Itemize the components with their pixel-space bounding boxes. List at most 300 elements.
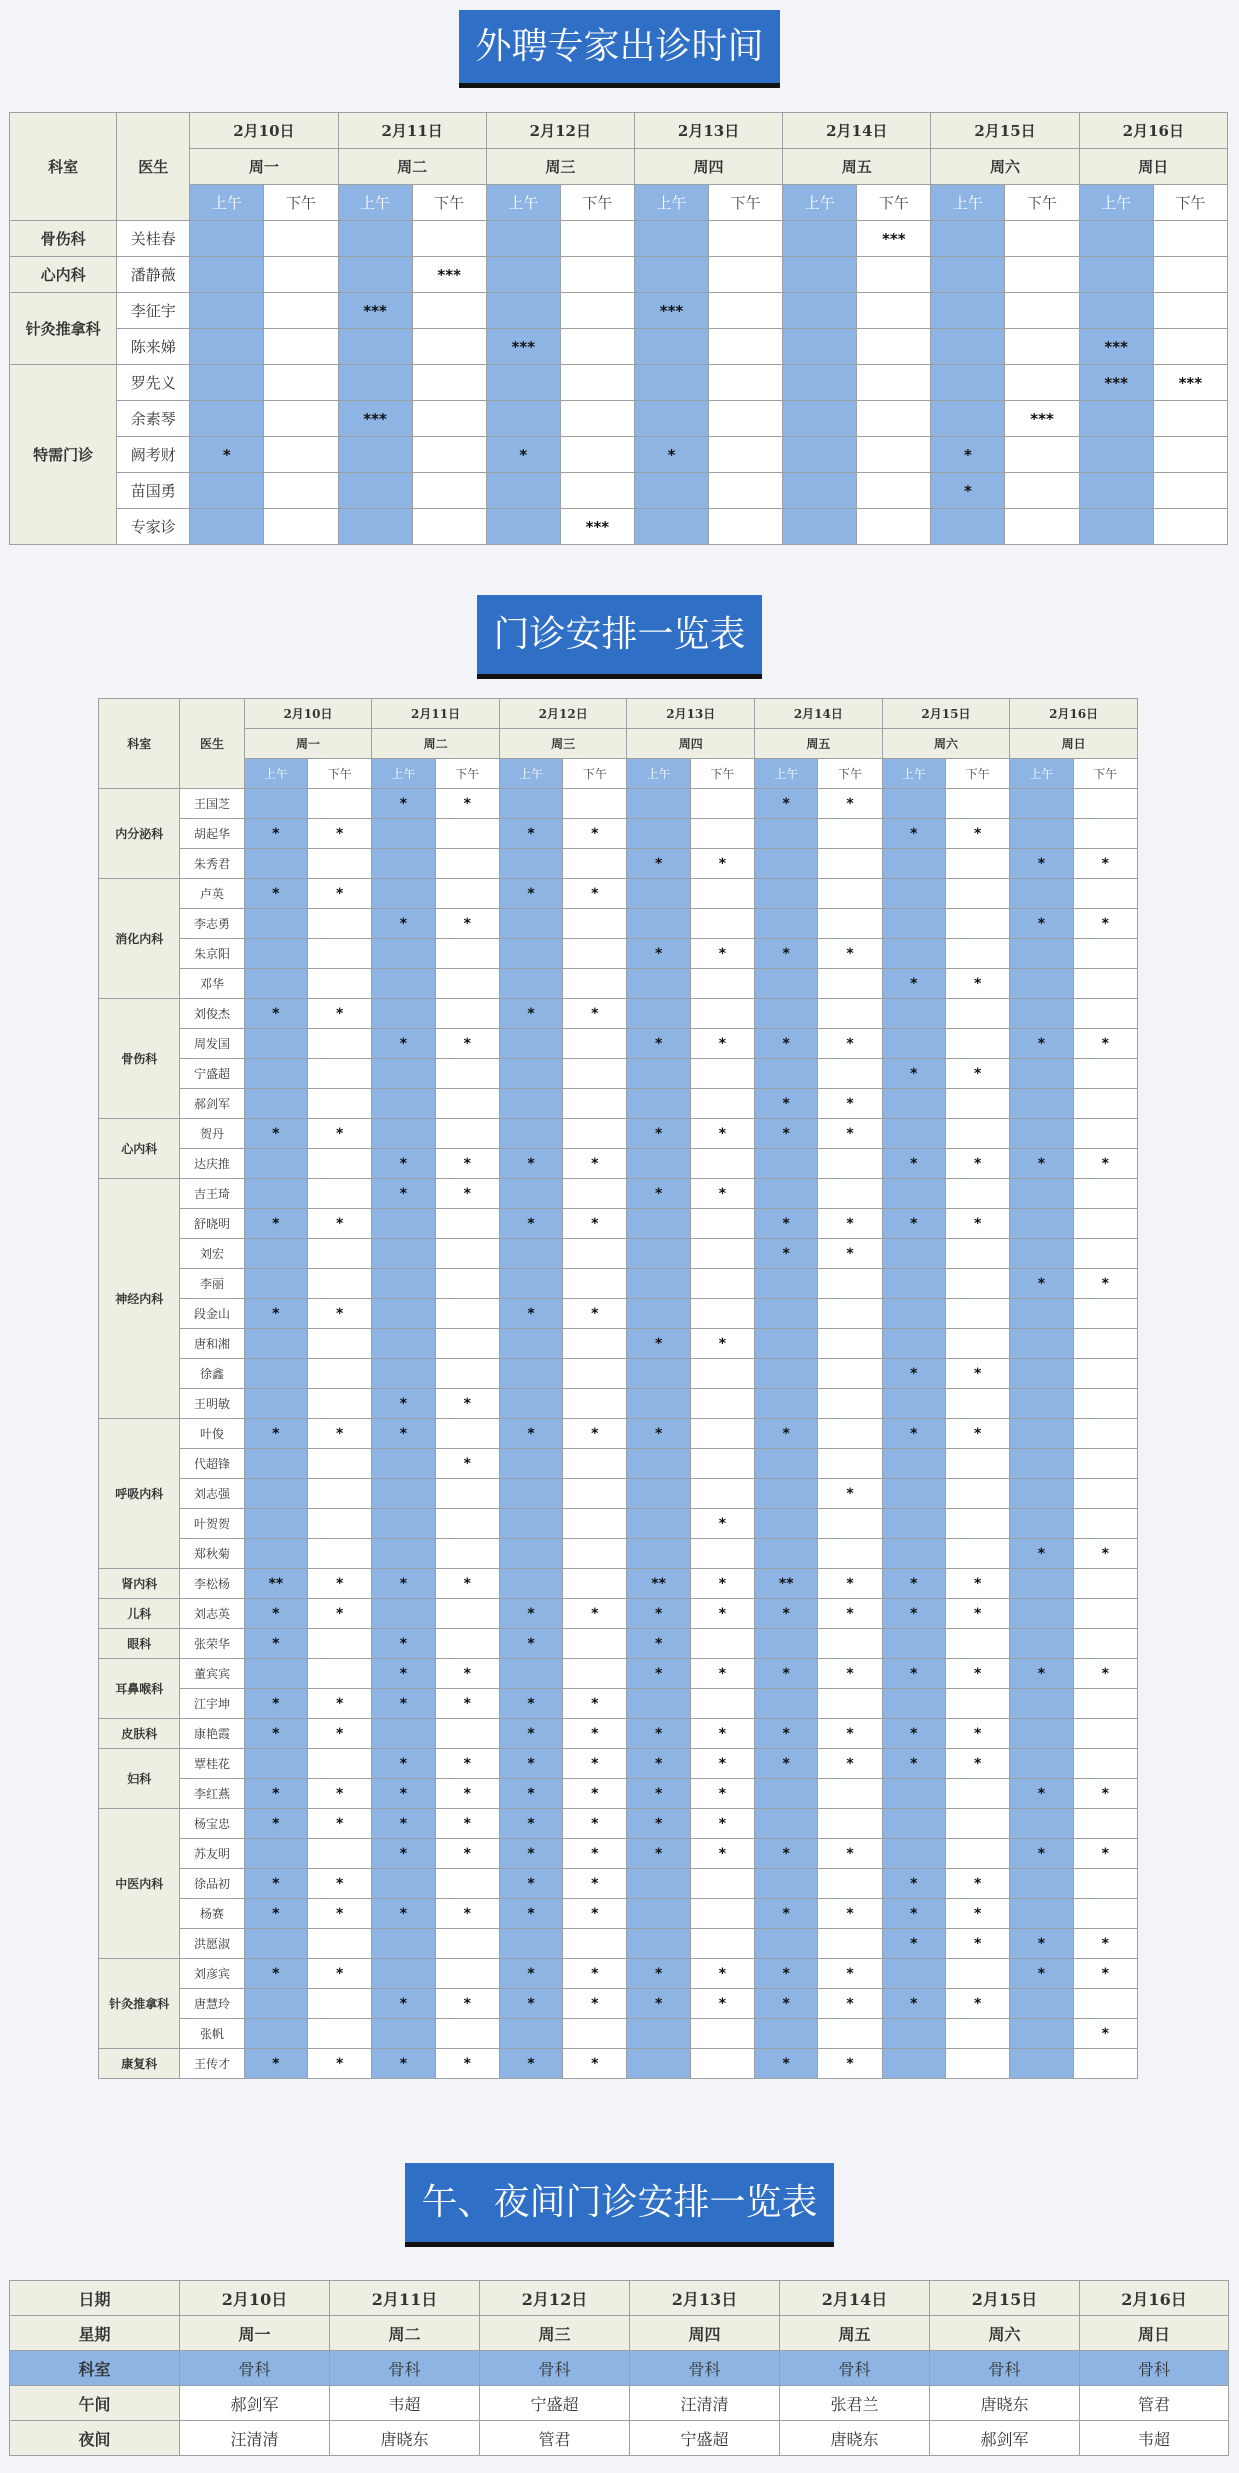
slot-cell: * — [945, 1899, 1009, 1929]
doctor-cell: 李征宇 — [117, 293, 190, 329]
slot-cell — [372, 2019, 435, 2049]
table-row — [99, 819, 1138, 849]
slot-cell — [435, 1329, 499, 1359]
slot-cell — [1079, 437, 1153, 473]
doctor-cell: 刘彦宾 — [180, 1959, 244, 1989]
slot-cell: * — [372, 1809, 435, 1839]
slot-cell — [372, 819, 435, 849]
slot-cell — [755, 1779, 818, 1809]
doctor-cell: 胡起华 — [180, 819, 244, 849]
noon-night-schedule-table — [9, 2280, 1229, 2456]
dept-header: 科室 — [99, 699, 180, 789]
slot-cell: * — [563, 1599, 627, 1629]
am-header: 上午 — [338, 185, 412, 221]
pm-header: 下午 — [1005, 185, 1079, 221]
slot-cell — [486, 401, 560, 437]
slot-cell — [244, 909, 307, 939]
slot-cell: * — [627, 1329, 690, 1359]
slot-cell: * — [244, 1599, 307, 1629]
pm-header: 下午 — [563, 759, 627, 789]
slot-cell — [945, 1959, 1009, 1989]
slot-cell — [190, 221, 264, 257]
slot-cell — [709, 329, 783, 365]
section1-title: 外聘专家出诊时间 — [459, 10, 779, 88]
slot-cell: * — [307, 1569, 371, 1599]
doctor-cell: 舒晓明 — [180, 1209, 244, 1239]
slot-cell — [945, 1269, 1009, 1299]
slot-cell — [945, 909, 1009, 939]
slot-cell — [435, 1959, 499, 1989]
slot-cell — [1010, 1419, 1073, 1449]
slot-cell — [627, 1689, 690, 1719]
slot-cell — [627, 1449, 690, 1479]
slot-cell — [755, 1449, 818, 1479]
slot-cell — [435, 1719, 499, 1749]
table-row — [99, 1419, 1138, 1449]
slot-cell — [931, 293, 1005, 329]
table-row — [99, 1899, 1138, 1929]
slot-cell — [634, 221, 708, 257]
slot-cell — [818, 1809, 882, 1839]
slot-cell: * — [1073, 1269, 1137, 1299]
slot-cell — [563, 1389, 627, 1419]
table-row — [99, 2049, 1138, 2079]
table-row — [10, 329, 1228, 365]
slot-cell — [563, 1449, 627, 1479]
slot-cell: * — [945, 1209, 1009, 1239]
slot-cell — [563, 1569, 627, 1599]
slot-cell: * — [690, 1809, 754, 1839]
slot-cell — [945, 849, 1009, 879]
slot-cell — [690, 1479, 754, 1509]
pm-header: 下午 — [1153, 185, 1227, 221]
slot-cell: * — [563, 1899, 627, 1929]
slot-cell: * — [627, 849, 690, 879]
slot-cell: * — [1010, 909, 1073, 939]
slot-cell — [627, 1239, 690, 1269]
slot-cell: * — [882, 1659, 945, 1689]
slot-cell — [783, 437, 857, 473]
slot-cell — [307, 849, 371, 879]
table-row — [99, 1989, 1138, 2019]
slot-cell — [1073, 1629, 1137, 1659]
slot-cell: * — [627, 1989, 690, 2019]
schedule-cell: 2月12日 — [480, 2281, 630, 2316]
slot-cell — [945, 1119, 1009, 1149]
slot-cell: * — [563, 2049, 627, 2079]
slot-cell: * — [499, 999, 562, 1029]
slot-cell — [857, 473, 931, 509]
doctor-cell: 叶贺贺 — [180, 1509, 244, 1539]
slot-cell — [690, 789, 754, 819]
doctor-cell: 关桂春 — [117, 221, 190, 257]
slot-cell: * — [945, 1869, 1009, 1899]
slot-cell: * — [755, 1899, 818, 1929]
slot-cell: * — [755, 2049, 818, 2079]
slot-cell — [627, 819, 690, 849]
slot-cell — [818, 849, 882, 879]
slot-cell — [372, 1959, 435, 1989]
slot-cell: * — [307, 879, 371, 909]
slot-cell — [755, 1329, 818, 1359]
slot-cell — [627, 2049, 690, 2079]
slot-cell: * — [372, 909, 435, 939]
table-row — [10, 221, 1228, 257]
slot-cell: * — [435, 1029, 499, 1059]
slot-cell — [1073, 1509, 1137, 1539]
slot-cell — [818, 999, 882, 1029]
slot-cell — [818, 909, 882, 939]
slot-cell: * — [755, 1719, 818, 1749]
slot-cell: *** — [486, 329, 560, 365]
slot-cell: * — [1073, 1659, 1137, 1689]
doctor-cell: 苏友明 — [180, 1839, 244, 1869]
slot-cell — [945, 1029, 1009, 1059]
slot-cell — [499, 1119, 562, 1149]
schedule-cell: 周五 — [780, 2316, 930, 2351]
slot-cell: * — [435, 1809, 499, 1839]
doctor-cell: 李红燕 — [180, 1779, 244, 1809]
slot-cell — [244, 2019, 307, 2049]
slot-cell — [244, 1479, 307, 1509]
slot-cell — [1073, 1239, 1137, 1269]
slot-cell — [1010, 1719, 1073, 1749]
slot-cell — [818, 1449, 882, 1479]
slot-cell — [945, 1629, 1009, 1659]
slot-cell: * — [690, 1749, 754, 1779]
weekday-header: 周一 — [244, 729, 372, 759]
slot-cell — [709, 509, 783, 545]
slot-cell — [372, 1869, 435, 1899]
slot-cell: * — [563, 1989, 627, 2019]
doctor-cell: 江宇坤 — [180, 1689, 244, 1719]
slot-cell — [627, 1509, 690, 1539]
slot-cell — [244, 1329, 307, 1359]
doctor-cell: 李松杨 — [180, 1569, 244, 1599]
slot-cell: * — [1010, 849, 1073, 879]
slot-cell — [882, 1329, 945, 1359]
table-row — [10, 2421, 1229, 2456]
slot-cell — [1010, 1209, 1073, 1239]
slot-cell — [563, 1659, 627, 1689]
slot-cell — [709, 473, 783, 509]
slot-cell — [690, 969, 754, 999]
date-header: 2月13日 — [627, 699, 755, 729]
slot-cell — [1010, 1479, 1073, 1509]
slot-cell — [1010, 1449, 1073, 1479]
slot-cell — [372, 1509, 435, 1539]
header-ampm-row — [10, 185, 1228, 221]
slot-cell — [1010, 1599, 1073, 1629]
slot-cell — [1073, 1389, 1137, 1419]
slot-cell — [882, 1509, 945, 1539]
slot-cell — [857, 437, 931, 473]
slot-cell — [882, 1809, 945, 1839]
slot-cell — [634, 365, 708, 401]
slot-cell: * — [244, 1629, 307, 1659]
slot-cell: * — [818, 1989, 882, 2019]
slot-cell: * — [307, 1959, 371, 1989]
schedule-cell: 郝剑军 — [930, 2421, 1080, 2456]
slot-cell — [499, 2019, 562, 2049]
dept-cell: 内分泌科 — [99, 789, 180, 879]
slot-cell: * — [882, 1569, 945, 1599]
slot-cell: * — [818, 1719, 882, 1749]
slot-cell — [499, 1329, 562, 1359]
slot-cell — [1073, 1179, 1137, 1209]
slot-cell: * — [945, 1749, 1009, 1779]
slot-cell: *** — [1079, 365, 1153, 401]
slot-cell — [882, 849, 945, 879]
slot-cell — [560, 437, 634, 473]
slot-cell — [1073, 939, 1137, 969]
slot-cell: * — [627, 1599, 690, 1629]
slot-cell: * — [690, 1179, 754, 1209]
slot-cell — [882, 1959, 945, 1989]
table-row — [10, 257, 1228, 293]
slot-cell — [307, 1269, 371, 1299]
slot-cell: * — [931, 473, 1005, 509]
slot-cell: * — [690, 1569, 754, 1599]
slot-cell: * — [755, 1959, 818, 1989]
slot-cell: * — [690, 1329, 754, 1359]
slot-cell — [945, 2049, 1009, 2079]
slot-cell: * — [372, 1749, 435, 1779]
slot-cell — [435, 1869, 499, 1899]
slot-cell — [338, 509, 412, 545]
slot-cell: * — [818, 939, 882, 969]
table-row — [10, 2386, 1229, 2421]
slot-cell — [499, 1089, 562, 1119]
am-header: 上午 — [372, 759, 435, 789]
schedule-cell: 郝剑军 — [180, 2386, 330, 2421]
doctor-cell: 董宾宾 — [180, 1659, 244, 1689]
slot-cell: * — [244, 1689, 307, 1719]
dept-cell: 骨伤科 — [10, 221, 117, 257]
slot-cell: * — [755, 1839, 818, 1869]
slot-cell — [755, 999, 818, 1029]
slot-cell — [244, 1449, 307, 1479]
slot-cell — [690, 1059, 754, 1089]
table-row — [10, 473, 1228, 509]
slot-cell: * — [882, 1719, 945, 1749]
slot-cell — [307, 1449, 371, 1479]
schedule-cell: 汪清清 — [630, 2386, 780, 2421]
date-header: 2月12日 — [499, 699, 627, 729]
slot-cell — [563, 849, 627, 879]
slot-cell — [882, 1539, 945, 1569]
slot-cell — [1010, 1809, 1073, 1839]
slot-cell: * — [307, 1689, 371, 1719]
slot-cell — [244, 1359, 307, 1389]
slot-cell — [499, 969, 562, 999]
slot-cell — [1073, 1089, 1137, 1119]
slot-cell — [563, 1329, 627, 1359]
table-row — [99, 1839, 1138, 1869]
slot-cell: * — [818, 1239, 882, 1269]
slot-cell — [1073, 1119, 1137, 1149]
row-label: 星期 — [10, 2316, 180, 2351]
table-row — [99, 1119, 1138, 1149]
slot-cell — [435, 1239, 499, 1269]
slot-cell: * — [818, 1659, 882, 1689]
schedule-cell: 骨科 — [630, 2351, 780, 2386]
slot-cell — [627, 1929, 690, 1959]
slot-cell — [372, 1359, 435, 1389]
slot-cell: * — [307, 1209, 371, 1239]
slot-cell — [945, 879, 1009, 909]
date-header: 2月11日 — [372, 699, 500, 729]
slot-cell: * — [1073, 2019, 1137, 2049]
slot-cell — [435, 1419, 499, 1449]
slot-cell — [499, 1239, 562, 1269]
table-row — [10, 2281, 1229, 2316]
doctor-cell: 达庆推 — [180, 1149, 244, 1179]
slot-cell — [945, 1779, 1009, 1809]
dept-cell: 神经内科 — [99, 1179, 180, 1419]
slot-cell — [264, 473, 338, 509]
doctor-cell: 余素琴 — [117, 401, 190, 437]
table-row — [99, 1059, 1138, 1089]
schedule-cell: 2月10日 — [180, 2281, 330, 2316]
header-weekday-row — [99, 729, 1138, 759]
slot-cell — [307, 1389, 371, 1419]
slot-cell: * — [372, 1029, 435, 1059]
slot-cell — [627, 969, 690, 999]
slot-cell — [627, 1059, 690, 1089]
table-row — [99, 1929, 1138, 1959]
slot-cell: * — [818, 1959, 882, 1989]
table-row — [99, 1809, 1138, 1839]
slot-cell — [244, 1239, 307, 1269]
slot-cell: * — [244, 2049, 307, 2079]
slot-cell — [818, 1299, 882, 1329]
slot-cell — [1010, 1119, 1073, 1149]
slot-cell — [307, 1929, 371, 1959]
slot-cell — [1010, 1509, 1073, 1539]
slot-cell: * — [307, 1599, 371, 1629]
slot-cell: * — [563, 1869, 627, 1899]
slot-cell: * — [499, 1419, 562, 1449]
slot-cell: * — [244, 999, 307, 1029]
slot-cell — [690, 1869, 754, 1899]
slot-cell — [783, 401, 857, 437]
slot-cell — [244, 1659, 307, 1689]
slot-cell — [372, 999, 435, 1029]
doctor-cell: 刘志英 — [180, 1599, 244, 1629]
slot-cell: * — [372, 1989, 435, 2019]
slot-cell: * — [307, 1719, 371, 1749]
slot-cell — [244, 1179, 307, 1209]
weekday-header: 周三 — [499, 729, 627, 759]
slot-cell — [627, 1479, 690, 1509]
table-row — [99, 1269, 1138, 1299]
slot-cell — [931, 221, 1005, 257]
section3-title: 午、夜间门诊安排一览表 — [405, 2163, 833, 2247]
slot-cell: * — [372, 1779, 435, 1809]
slot-cell: * — [563, 819, 627, 849]
slot-cell — [412, 401, 486, 437]
pm-header: 下午 — [709, 185, 783, 221]
slot-cell: * — [372, 1659, 435, 1689]
slot-cell — [486, 365, 560, 401]
dept-cell: 肾内科 — [99, 1569, 180, 1599]
doctor-cell: 王明敏 — [180, 1389, 244, 1419]
slot-cell — [627, 789, 690, 819]
slot-cell: * — [435, 1389, 499, 1419]
slot-cell — [931, 401, 1005, 437]
am-header: 上午 — [1010, 759, 1073, 789]
slot-cell — [1005, 365, 1079, 401]
slot-cell — [931, 257, 1005, 293]
slot-cell: *** — [1153, 365, 1227, 401]
dept-cell: 眼科 — [99, 1629, 180, 1659]
slot-cell — [1010, 1869, 1073, 1899]
slot-cell: * — [1073, 1539, 1137, 1569]
slot-cell: *** — [1005, 401, 1079, 437]
slot-cell: * — [945, 1599, 1009, 1629]
doctor-cell: 郑秋菊 — [180, 1539, 244, 1569]
slot-cell: * — [882, 1059, 945, 1089]
slot-cell — [882, 879, 945, 909]
schedule-cell: 汪清清 — [180, 2421, 330, 2456]
slot-cell — [560, 329, 634, 365]
slot-cell: * — [627, 1029, 690, 1059]
slot-cell — [1010, 2049, 1073, 2079]
weekday-header: 周六 — [931, 149, 1079, 185]
slot-cell: * — [755, 1029, 818, 1059]
slot-cell: * — [755, 1239, 818, 1269]
slot-cell: * — [818, 1599, 882, 1629]
table-row — [10, 2316, 1229, 2351]
slot-cell — [627, 1389, 690, 1419]
doctor-cell: 周发国 — [180, 1029, 244, 1059]
table-row — [99, 1569, 1138, 1599]
slot-cell — [1010, 1689, 1073, 1719]
slot-cell — [307, 1749, 371, 1779]
slot-cell — [244, 789, 307, 819]
slot-cell: * — [372, 1569, 435, 1599]
slot-cell: * — [244, 1959, 307, 1989]
slot-cell — [690, 1389, 754, 1419]
slot-cell: * — [627, 1629, 690, 1659]
slot-cell — [1073, 1059, 1137, 1089]
slot-cell: * — [945, 969, 1009, 999]
slot-cell — [755, 1269, 818, 1299]
slot-cell — [307, 1239, 371, 1269]
slot-cell — [435, 1509, 499, 1539]
slot-cell — [412, 437, 486, 473]
header-ampm-row — [99, 759, 1138, 789]
slot-cell: * — [563, 1719, 627, 1749]
pm-header: 下午 — [435, 759, 499, 789]
slot-cell: * — [244, 1779, 307, 1809]
slot-cell — [307, 1659, 371, 1689]
slot-cell: * — [755, 1749, 818, 1779]
slot-cell — [1010, 969, 1073, 999]
slot-cell: * — [882, 1419, 945, 1449]
slot-cell — [563, 1179, 627, 1209]
slot-cell: * — [627, 1839, 690, 1869]
dept-cell: 针灸推拿科 — [10, 293, 117, 365]
table-row — [99, 2019, 1138, 2049]
slot-cell: * — [882, 1359, 945, 1389]
slot-cell: * — [499, 1989, 562, 2019]
slot-cell — [412, 329, 486, 365]
slot-cell — [499, 939, 562, 969]
slot-cell — [882, 939, 945, 969]
slot-cell — [627, 1869, 690, 1899]
